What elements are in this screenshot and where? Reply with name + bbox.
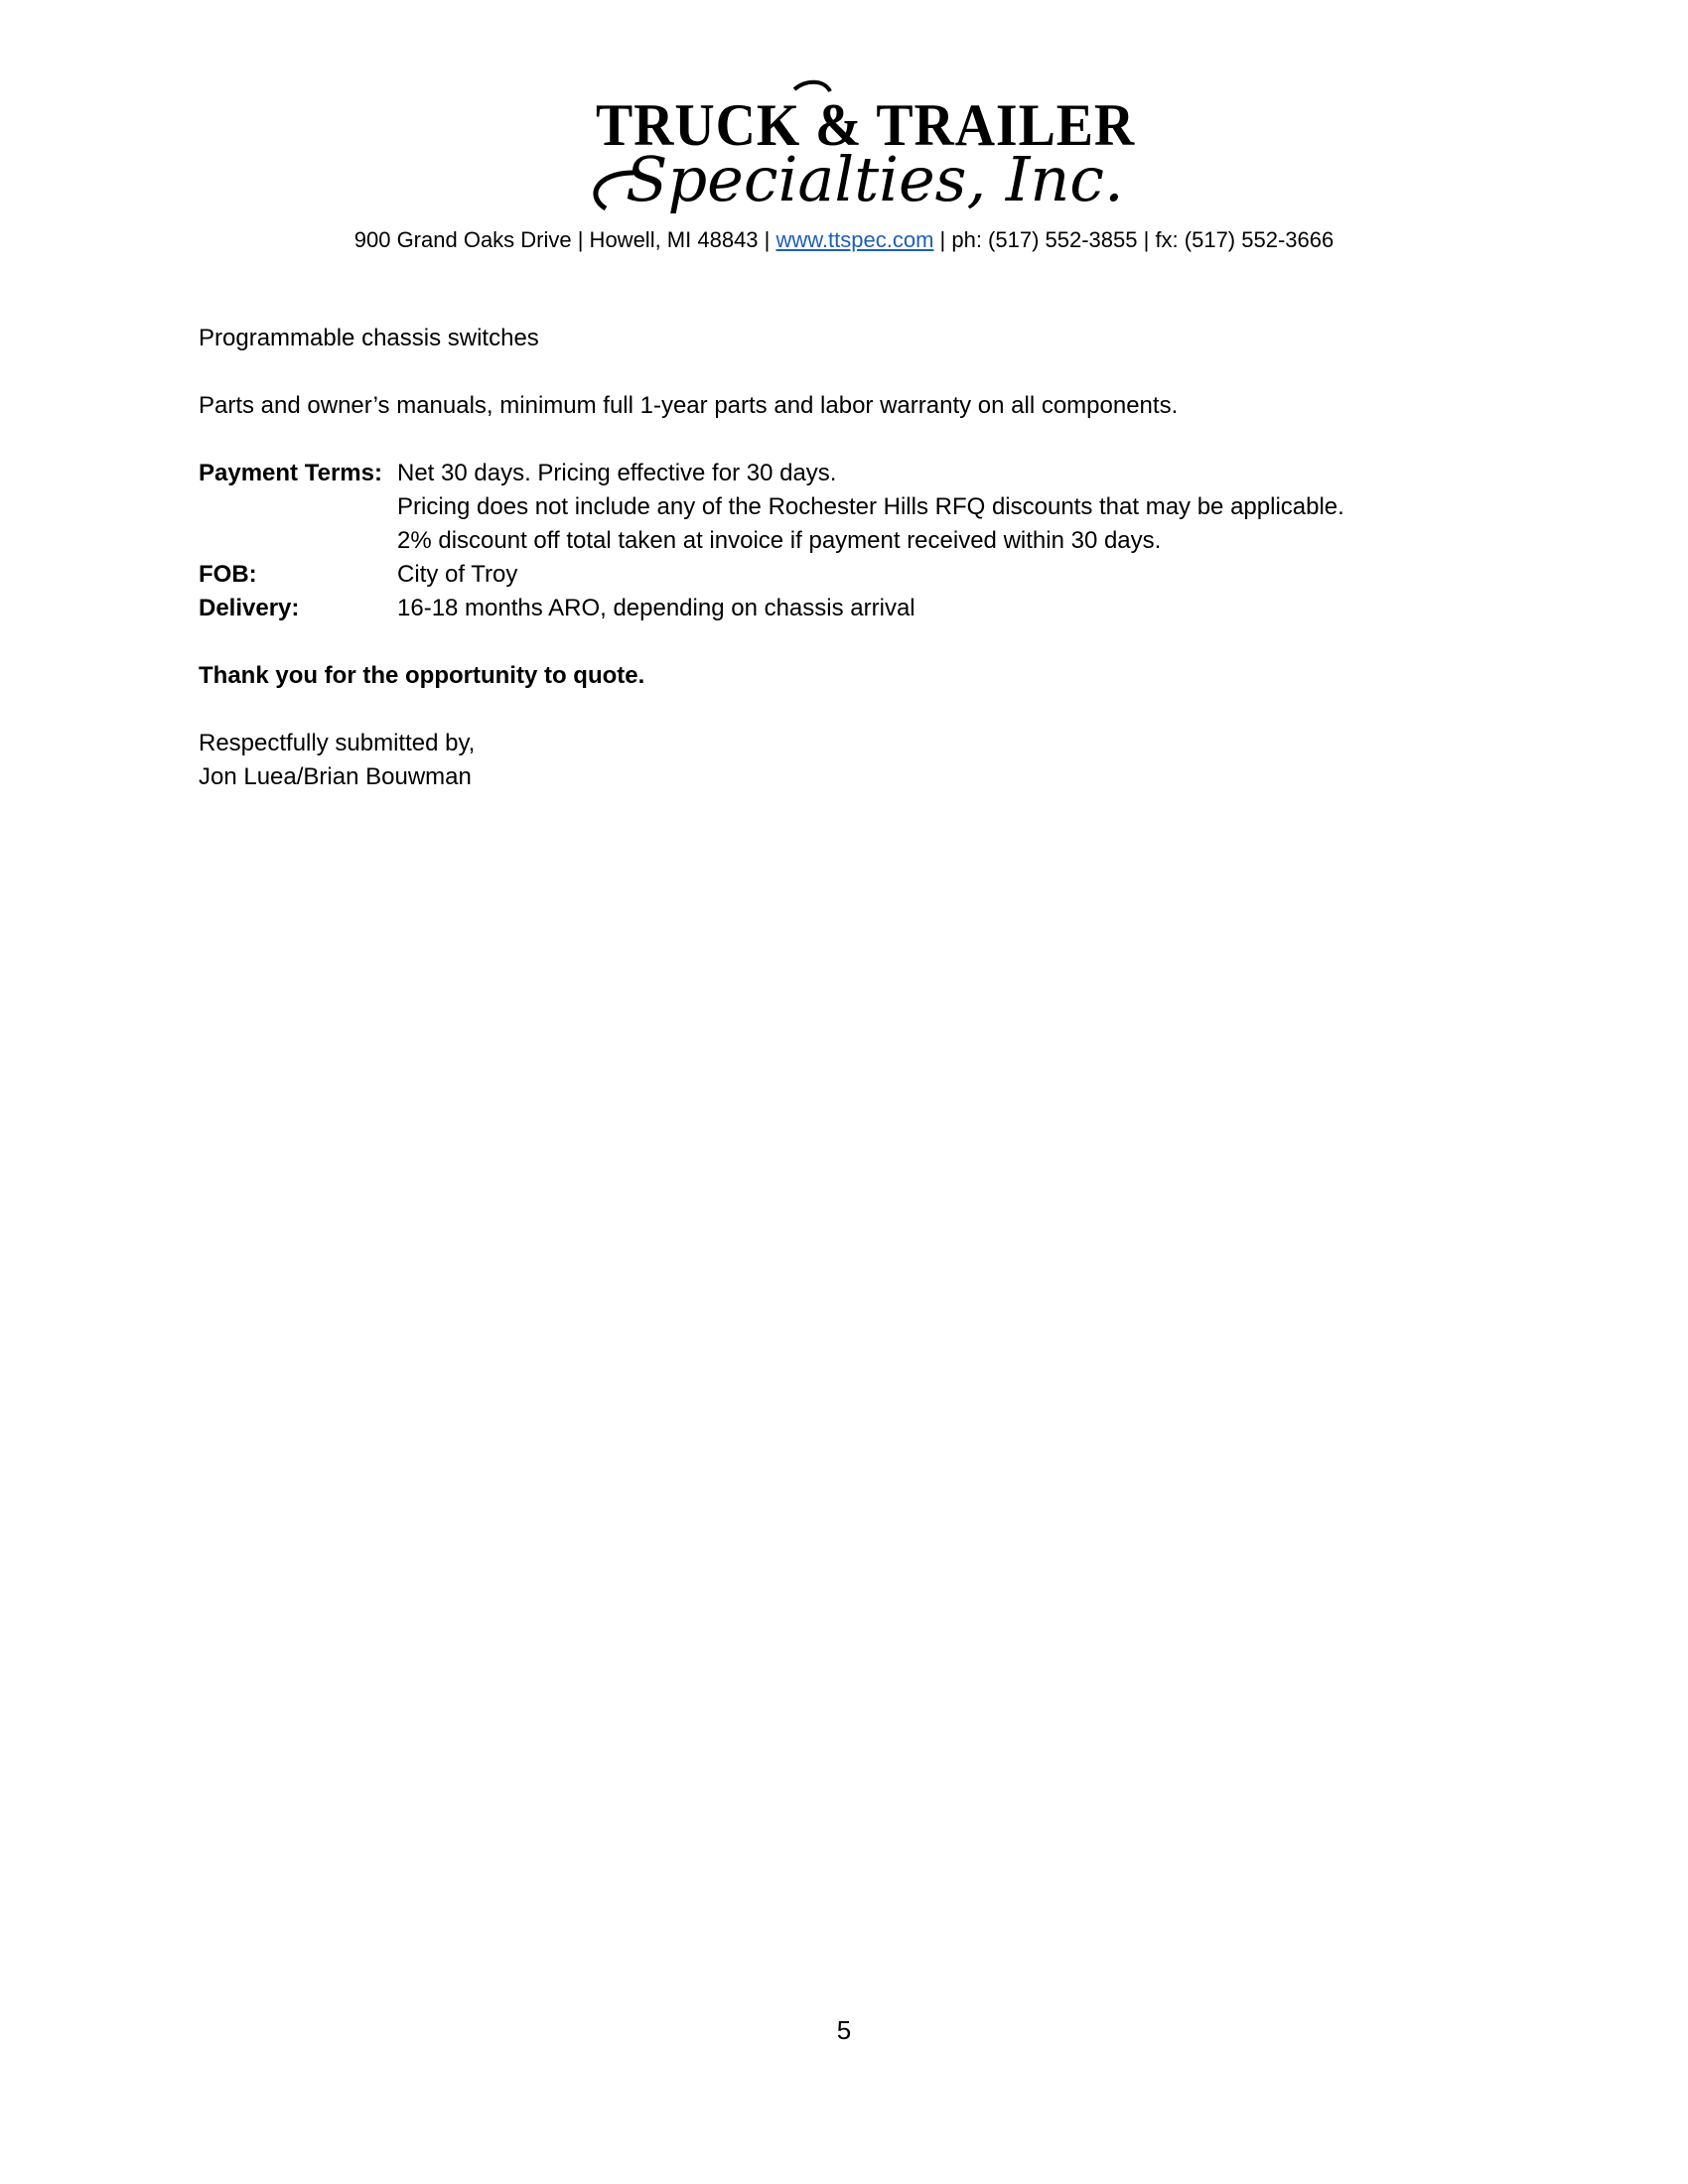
payment-terms-label: Payment Terms: <box>199 460 382 486</box>
submitted-by-text: Respectfully submitted by, <box>199 730 476 756</box>
payment-terms-line: 2% discount off total taken at invoice if payment received within 30 days. <box>397 527 1162 554</box>
website-link[interactable]: www.ttspec.com <box>775 227 934 252</box>
thank-you-text: Thank you for the opportunity to quote. <box>199 662 645 689</box>
fob-value: City of Troy <box>397 561 518 588</box>
logo-subtitle: Specialties, Inc. <box>626 143 1124 215</box>
delivery-label: Delivery: <box>199 595 300 621</box>
logo-title: TRUCK & TRAILER <box>596 92 1136 158</box>
payment-terms-line: Net 30 days. Pricing effective for 30 days. <box>397 460 837 486</box>
company-logo <box>586 77 1136 221</box>
fob-label: FOB: <box>199 561 257 588</box>
payment-terms-line: Pricing does not include any of the Rochester Hills RFQ discounts that may be applicable. <box>397 493 1344 520</box>
body-line-manuals-warranty: Parts and owner’s manuals, minimum full 1-year parts and labor warranty on all components. <box>199 392 1179 419</box>
phone-fax-text: | ph: (517) 552-3855 | fx: (517) 552-3666 <box>933 227 1335 252</box>
delivery-value: 16-18 months ARO, depending on chassis arrival <box>397 595 915 621</box>
body-line-chassis-switches: Programmable chassis switches <box>199 325 539 351</box>
address-text: 900 Grand Oaks Drive | Howell, MI 48843 | <box>353 227 776 252</box>
signatory-names: Jon Luea/Brian Bouwman <box>199 763 472 790</box>
contact-line <box>0 226 1688 254</box>
page-number: 5 <box>836 2015 852 2045</box>
